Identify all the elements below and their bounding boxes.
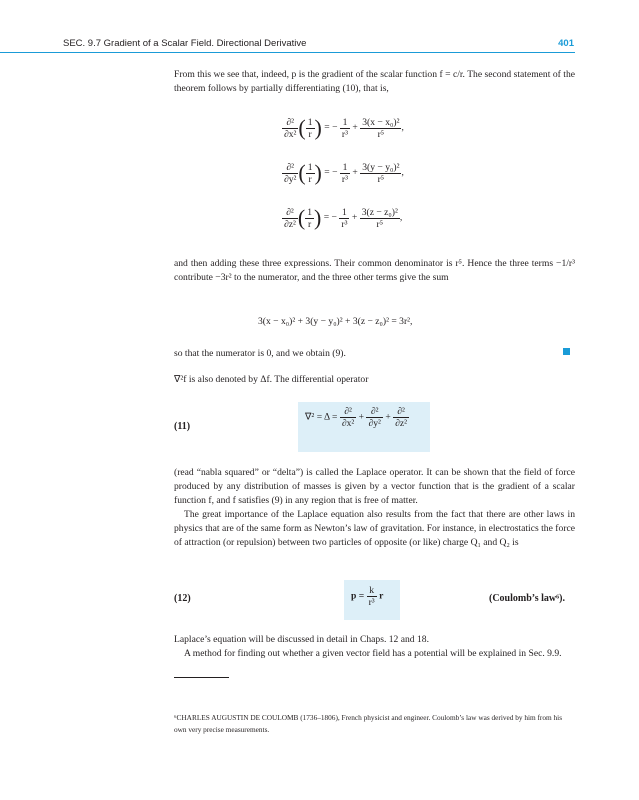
header-rule [0, 52, 575, 53]
paragraph-5: (read “nabla squared” or “delta”) is called the Laplace operator. It can be shown that the field of force produced by any distribution of masses is given by a vector function that is the gradient of a scalar function f, and f satisfies (9) in any region that is free of matter. [174, 467, 575, 507]
equation-coulomb: p = $\frac{k}{\text{r³}}$ r [351, 585, 384, 608]
paragraph-4: ∇²f is also denoted by Δf. The differential operator [174, 374, 369, 385]
equation-d2y: $\frac{\text{∂²}}{\text{∂y²}}$ ( $\frac{1}{r}$ ) = − $\frac{1}{\text{r³}}$ + $\frac{\text{3(y − y₀)²}}{\text{r⁵}}$ , [284, 160, 404, 185]
paragraph-1: From this we see that, indeed, p is the gradient of the scalar function f = c/r. The second statement of the theorem follows by partially differentiating (10), that is, [174, 69, 575, 95]
equation-d2z: $\frac{\text{∂²}}{\text{∂z²}}$ ( $\frac{1}{r}$ ) = − $\frac{1}{\text{r³}}$ + $\frac{\text{3(z − z₀)²}}{\text{r⁵}}$ , [284, 205, 403, 230]
equation-label-11: (11) [174, 421, 191, 432]
footnote-rule [174, 677, 229, 678]
paragraph-3: so that the numerator is 0, and we obtain (9). [174, 348, 346, 359]
paragraph-2: and then adding these three expressions. Their common denominator is r⁵. Hence the three terms −1/r³ contribute −3r² to the numerator, and the three other terms give the sum [174, 258, 575, 284]
paragraph-8: A method for finding out whether a given vector field has a potential will be explained in Sec. 9.9. [184, 648, 562, 659]
footnote: ⁶CHARLES AUGUSTIN DE COULOMB (1736–1806), French physicist and engineer. Coulomb’s law was derived by him from his own very precise measurements. [174, 713, 563, 734]
equation-laplace-operator: ∇² = Δ = $\frac{\text{∂²}}{\text{∂x²}}$ + $\frac{\text{∂²}}{\text{∂y²}}$ + $\frac{\text{∂²}}{\text{∂z²}}$ [305, 406, 408, 429]
paragraph-7: Laplace’s equation will be discussed in detail in Chaps. 12 and 18. [174, 634, 429, 645]
end-of-proof-square [563, 348, 570, 355]
equation-label-12: (12) [174, 593, 191, 604]
page-number: 401 [558, 38, 574, 49]
equation-sum: 3(x − x₀)² + 3(y − y₀)² + 3(z − z₀)² = 3r², [258, 316, 413, 327]
paragraph-6: The great importance of the Laplace equation also results from the fact that there are other laws in physics that are of the same form as Newton’s law of gravitation. For instance, in electrostatics the force of attraction (or repulsion) between two particles of opposite (or like) charge Q₁ and Q₂ is [174, 509, 575, 549]
coulomb-law-label: (Coulomb’s law⁶). [489, 593, 565, 604]
equation-d2x: $\frac{\text{∂²}}{\text{∂x²}}$ ( $\frac{1}{r}$ ) = − $\frac{1}{\text{r³}}$ + $\frac{\text{3(x − x₀)²}}{\text{r⁵}}$ , [284, 115, 404, 140]
running-header [63, 38, 574, 52]
section-title: SEC. 9.7 Gradient of a Scalar Field. Directional Derivative [63, 38, 307, 49]
